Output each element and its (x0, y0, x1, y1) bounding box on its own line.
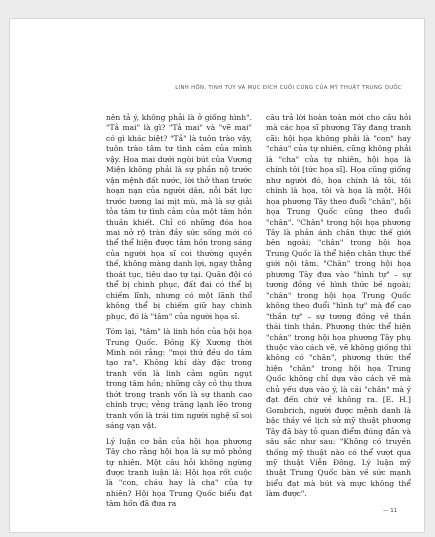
book-page (9, 18, 425, 533)
running-header: LINH HỒN, TINH TÚY VÀ MỤC ĐÍCH CUỐI CÙNG CỦA MỸ THUẬT TRUNG QUỐC (175, 85, 402, 91)
text-column-left (106, 113, 252, 510)
page-number: — 11 (383, 508, 398, 514)
text-column-right (266, 113, 411, 500)
paragraph: Lý luận cơ bản của hội họa phương Tây cho rằng hội họa là sự mô phỏng tự nhiên. Một câu hỏi không ngừng được tranh luận là: Hội họa rốt cuộc là "con, cháu hay là cha" của tự nhiên? Hội họa Trung Quốc biểu đạt tâm hồn đã đưa ra (106, 436, 252, 509)
paragraph: Tóm lại, "tâm" là linh hồn của hội họa Trung Quốc. Đồng Kỳ Xương thời Minh nói rằng: "mọi thứ đều do tâm tạo ra". Không khí dày đặc trong tranh vốn là linh cảm ngũn ngụt trong tâm hồn; những cây cỏ thụ thưa thớt trong tranh vốn là sự thanh cao chính trực; vẻng trăng lạnh lẽo trong tranh vốn là trái tim người nghệ sĩ soi sáng vạn vật. (106, 327, 252, 431)
paragraph: nên tả ý, không phải là ở giống hình". "Tả mai" là gì? "Tả mai" và "vẽ mai" có gì khác biệt? "Tả" là tuôn trào vậy, tuôn trào tâm tư tình cảm của mình vậy. Hoa mai dưới ngòi bút của Vương Miện không phải là sự phần nộ trước vận mệnh đất nước, lời thở than trước hoạn nạn của người dân, nỗi bất lực trước tương lai mịt mù, mà là sự giải tỏa tâm tư tình cảm của một tâm hồn thuần khiết. Chỉ có những đóa hoa mai nở rộ tràn đầy sức sống mới có thể thể hiện được tâm hồn trong sáng của người họa sĩ coi thường quyền thế, không màng danh lợi, ngay thẳng thoát tục, tiêu dao tự tại. Quân đội có thể bị chinh phục, đất đai có thể bị chiếm lĩnh, nhưng có một lãnh thổ không thể bị chiếm giữ hay chinh phục, đó là "tâm" của người họa sĩ. (106, 113, 252, 321)
paragraph: câu trả lời hoàn toàn mới cho câu hỏi mà các họa sĩ phương Tây đang tranh cãi: hội họa không phải là "con" hay "cháu" của tự nhiên, cũng không phải là "cha" của tự nhiên, hội họa là chính tôi [tức họa sĩ]. Họa cũng giống như người đó, họa chính là tôi, tôi chính là họa, tôi và họa là một. Hội họa phương Tây theo đuổi "chân", hội họa Trung Quốc cũng theo đuổi "chân". "Chân" trong hội họa phương Tây là phản ánh chân thực thế giới bên ngoài; "chân" trong hội họa Trung Quốc là thể hiện chân thực thế giới nội tâm. "Chân" trong hội họa phương Tây đưa vào "hình tự" – sự tương đồng về hình thức bề ngoài; "chân" trong hội họa Trung Quốc không theo đuổi "hình tự" mà để cao "thần tự" – sự tương đồng về thần thái tinh thần. Phương thức thể hiện "chân" trong hội họa phương Tây phụ thuộc vào cách vẽ, vẽ không giống thì không có "chân", phương thức thể hiện "chân" trong hội họa Trung Quốc không chỉ dựa vào cách vẽ mà chủ yếu dựa vào ý, là cái "chân" mà ý đạt đến chứ về không ra. [E. H.] Gombrich, người được mệnh danh là bậc thầy về lịch sử mỹ thuật phương Tây đã bày tỏ quan điểm đúng đắn và sâu sắc như sau: "Không có truyền thống mỹ thuật nào có thể vượt qua mỹ thuật Viễn Đông. Lý luận mỹ thuật Trung Quốc bàn về sức mạnh biểu đạt mà bút và mực không thể làm được". (266, 113, 411, 499)
